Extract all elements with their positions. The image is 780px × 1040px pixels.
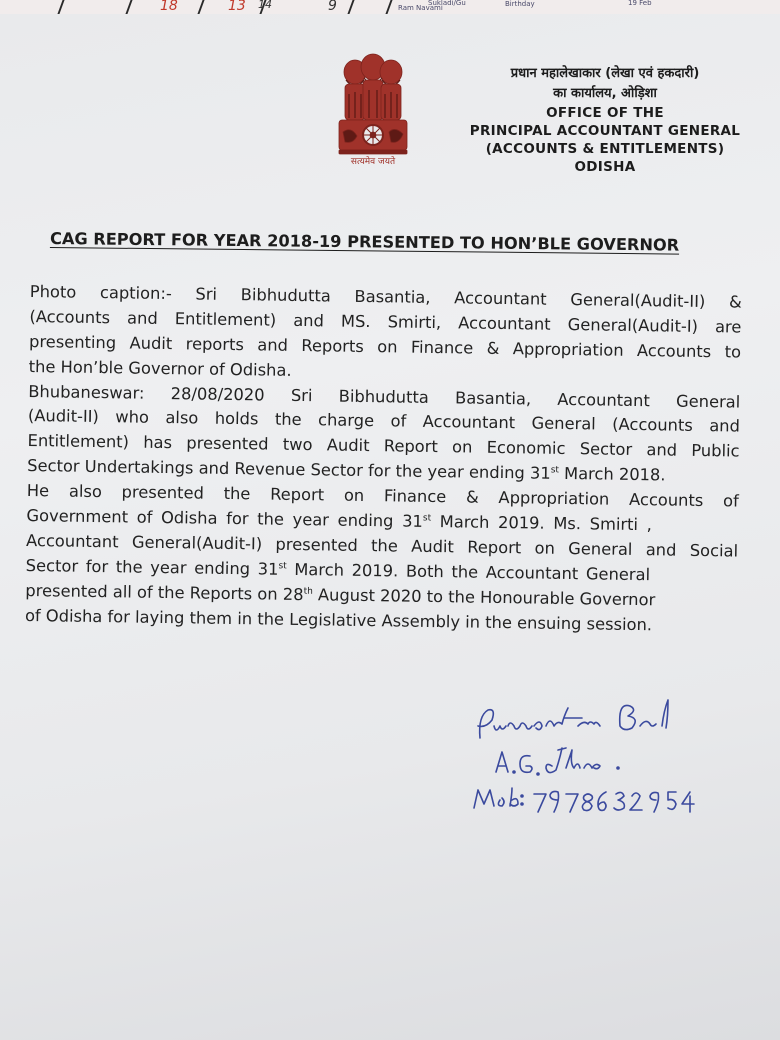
office-line: ODISHA: [574, 159, 636, 175]
news-line: He also presented the Report on Finance & Appropriation Accounts of: [26, 481, 739, 511]
handwritten-signature: [470, 696, 750, 826]
office-line: OFFICE OF THE: [546, 105, 664, 121]
ordinal-suffix: st: [550, 465, 560, 476]
calendar-number: 18: [160, 0, 178, 14]
caption-line: presenting Audit reports and Reports on Finance & Appropriation Accounts to: [28, 331, 742, 362]
report-title: CAG REPORT FOR YEAR 2018-19 PRESENTED TO HON’BLE GOVERNOR: [49, 229, 680, 255]
caption-line: the Hon’ble Governor of Odisha.: [28, 356, 292, 380]
document-page: [0, 14, 780, 1040]
calendar-number: 13: [228, 0, 246, 14]
office-line: (ACCOUNTS & ENTITLEMENTS): [485, 141, 725, 157]
office-name-hindi: प्रधान महालेखाकार (लेखा एवं हकदारी): [510, 66, 700, 81]
news-line: Entitlement) has presented two Audit Report on Economic Sector and Public: [27, 431, 740, 461]
news-text: March 2019. Ms. Smirti ,: [430, 511, 653, 535]
news-line: (Audit-II) who also holds the charge of Accountant General (Accounts and: [27, 406, 741, 436]
calendar-note: Birthday: [505, 0, 535, 8]
news-text: August 2020 to the Honourable Governor: [312, 584, 656, 609]
news-line: Accountant General(Audit-I) presented the Audit Report on General and Social: [25, 530, 739, 561]
news-text: March 2019. Both the Accountant General: [286, 559, 651, 585]
ordinal-suffix: st: [422, 513, 432, 524]
caption-line: Photo caption:- Sri Bibhudutta Basantia, Accountant General(Audit-II) &: [29, 281, 742, 312]
news-text: Sector for the year ending 31: [25, 555, 279, 579]
national-emblem-icon: [333, 50, 413, 168]
ordinal-suffix: st: [278, 561, 287, 572]
news-line: of Odisha for laying them in the Legislative Assembly in the ensuing session.: [24, 605, 653, 634]
news-text: presented all of the Reports on 28: [25, 580, 304, 604]
office-letterhead: [440, 64, 770, 176]
calendar-number: 14: [258, 0, 272, 11]
news-text: Sector Undertakings and Revenue Sector for the year ending 31: [27, 456, 551, 483]
calendar-note: Sukladi/Gu: [428, 0, 466, 7]
calendar-note: Ram Navami: [398, 4, 443, 12]
news-text: March 2018.: [558, 464, 666, 485]
emblem-motto: सत्यमेव जयते: [350, 157, 396, 167]
ordinal-suffix: th: [303, 586, 313, 597]
calendar-note: 19 Feb: [628, 0, 652, 7]
office-line: PRINCIPAL ACCOUNTANT GENERAL: [469, 123, 741, 139]
press-release-body: [25, 280, 742, 639]
office-location-hindi: का कार्यालय, ओड़िशा: [553, 86, 657, 101]
news-line: Bhubaneswar: 28/08/2020 Sri Bibhudutta Basantia, Accountant General: [28, 381, 741, 412]
caption-line: (Accounts and Entitlement) and MS. Smirti, Accountant General(Audit-I) are: [29, 306, 742, 337]
news-text: Government of Odisha for the year ending 31: [26, 505, 424, 531]
calendar-number: 9: [328, 0, 337, 14]
